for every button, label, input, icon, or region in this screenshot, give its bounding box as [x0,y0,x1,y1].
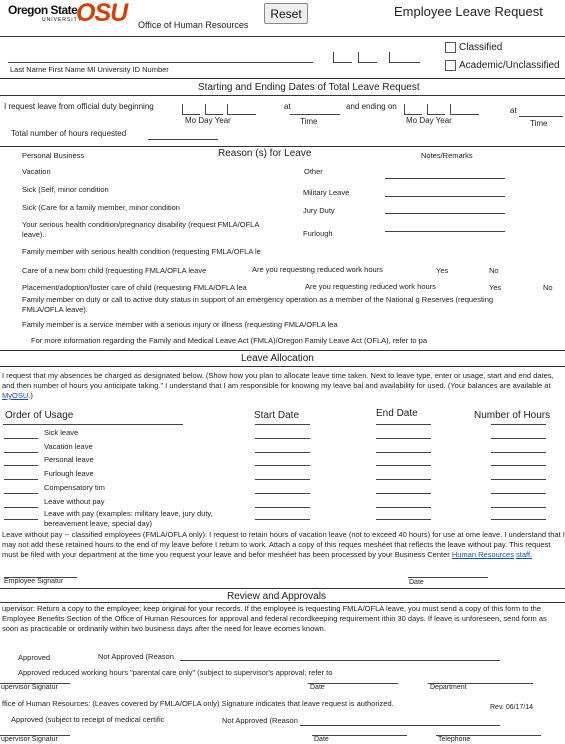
sick-family-label: Sick (Care for a family member, minor condition [22,203,180,212]
supervisor-signature-2-label: upervisor Signatur [1,736,58,743]
alloc-end-field[interactable] [376,493,431,494]
reset-button[interactable]: Reset [264,3,308,24]
lwop-note: Leave without pay -- classified employees (FMLA/OFLA only): I request to retain hours of vacation leave (not to exceed 40 hours) for use at ome leave. I understand that I may not add these retained hours to the end of my leave before I return to work. Attach a copy of this reques meshéet that reflects the leave without pay. This request must be filed with your department at the time you request your leave and befor meshéet has been processed by your Business Center Human Resources staff. [2,530,565,559]
alloc-start-field[interactable] [255,507,310,508]
academic-checkbox[interactable] [445,60,456,71]
name-field[interactable] [8,62,313,63]
newborn-label: Care of a new born child (requesting FMLA/OFLA leave [22,266,207,275]
yes-option-2[interactable]: Yes [489,283,502,292]
approved-reduced-label[interactable]: Approved reduced working hours "parental care only" (subject to supervisor's approval; refer to [18,668,333,677]
office-label: Office of Human Resources [138,20,249,30]
alloc-hours-field[interactable] [491,452,546,453]
serious-self-label: Your serious health condition/pregnancy disability (request FMLA/OFLA leave). [22,220,259,239]
allocation-heading: Leave Allocation [241,353,314,364]
col-end-date: End Date [376,408,418,419]
logo-subtext: UNIVERSITY [42,17,83,23]
form-title: Employee Leave Request [394,4,543,19]
other-label: Other [304,167,323,176]
end-day[interactable] [427,104,445,115]
mdy-label-2: Mo Day Year [406,116,452,125]
alloc-start-field[interactable] [255,465,310,466]
reasons-heading: Reason (s) for Leave [218,148,312,159]
col-number-of-hours: Number of Hours [474,410,551,421]
alloc-hours-field[interactable] [491,465,546,466]
not-approved-2-label[interactable]: Not Approved (Reason [222,716,298,725]
alloc-end-field[interactable] [376,465,431,466]
alloc-order-field[interactable] [4,438,38,439]
notes-line-2[interactable] [385,196,505,197]
alloc-row-label: Leave without pay [44,496,105,506]
id-field-1[interactable] [333,52,352,63]
classified-label: Classified [459,42,503,53]
hr-office-label: ffice of Human Resources: (Leaves covered by FMLA/OFLA only) Signature indicates that leave request is authorized. [2,699,394,708]
with-pay-order[interactable] [4,519,38,520]
active-duty-label: Family member on duty or call to active duty status in support of an emergency operation as a member of the National g Reserves (requesting FMLA/OFLA leave). [22,295,494,314]
end-month[interactable] [404,104,422,115]
alloc-order-field[interactable] [4,465,38,466]
logo-text: Oregon State [8,3,78,17]
reduced-question-1: Are you requesting reduced work hours [252,265,383,274]
notes-heading: Notes/Remarks [421,151,473,160]
begin-time[interactable] [290,114,340,115]
notes-line-1[interactable] [385,178,505,179]
ending-label: and ending on [346,102,397,111]
id-field-3[interactable] [389,52,420,63]
no-option-2[interactable]: No [543,283,553,292]
alloc-hours-field[interactable] [491,493,546,494]
alloc-start-field[interactable] [255,479,310,480]
dates-heading: Starting and Ending Dates of Total Leave Request [198,82,420,93]
alloc-end-field[interactable] [376,479,431,480]
total-hours-label: Total number of hours requested [11,129,127,138]
mdy-label-1: Mo Day Year [185,116,231,125]
hr-staff-link[interactable]: Human Resources [451,550,514,559]
revision-label: Rev. 06/17/14 [490,704,534,711]
family-serious-label: Family member with serious health condition (requesting FMLA/OFLA le [22,247,261,256]
classified-checkbox[interactable] [445,42,456,53]
myosu-link[interactable]: MyOSU [2,391,29,400]
not-approved-reason-field[interactable] [180,660,500,661]
alloc-row-label: Compensatory tim [44,482,105,492]
alloc-order-field[interactable] [4,479,38,480]
alloc-end-field[interactable] [376,438,431,439]
reduced-question-2: Are you requesting reduced work hours [305,282,436,291]
osu-logo [8,3,82,23]
employee-date-label: Date [409,579,424,586]
id-line-label: Last Name First Name MI University ID Number [10,65,169,74]
approved-medical-label[interactable]: Approved (subject to receipt of medical certific [11,715,165,724]
academic-label: Academic/Unclassified [459,60,560,71]
time-label-2: Time [530,119,548,128]
telephone-label: Telephone [438,736,471,743]
alloc-hours-field[interactable] [491,479,546,480]
employee-date-field[interactable] [408,577,488,578]
supervisor-date-label: Date [310,684,325,691]
begin-day[interactable] [205,104,223,115]
employee-signature-label: Employee Signatur [4,578,64,585]
col-start-date: Start Date [254,410,300,421]
sick-self-label: Sick (Self, minor condition [22,185,109,194]
approved-label[interactable]: Approved [18,653,51,662]
alloc-end-field[interactable] [376,507,431,508]
no-option-1[interactable]: No [489,266,499,275]
with-pay-hours[interactable] [491,519,546,520]
alloc-hours-field[interactable] [491,438,546,439]
placement-label: Placement/adoption/foster care of child (requesting FMLA/OFLA lea [22,283,247,292]
alloc-end-field[interactable] [376,452,431,453]
department-label: Department [430,684,467,691]
total-hours-field[interactable] [148,139,218,140]
military-label: Military Leave [303,188,350,197]
supervisor-date-2-label: Date [314,736,329,743]
alloc-row-label: Vacation leave [44,441,93,451]
at-label-1: at [284,102,291,111]
alloc-row-label: Personal leave [44,455,94,465]
supervisor-note: upervisor: Return a copy to the employee; keep original for your records. If the employee is requesting FMLA/OFLA leave, you must send a copy of this form to the Employee Benefits Section of the Office of Human Resources for approval and federal recordkeeping requirement ithin 30 days. If leave is unforeseen, send form as soon as practicable or ordinarily within two business days after the need for leave ecomes known. [2,604,547,633]
alloc-start-field[interactable] [255,438,310,439]
alloc-order-field[interactable] [4,493,38,494]
logo-osu-mark: OSU [76,0,128,27]
alloc-hours-field[interactable] [491,507,546,508]
alloc-order-field[interactable] [4,452,38,453]
allocation-intro: I request that my absences be charged as designated below. (Show how you plan to allocate leave time taken. Next to leave type, enter or usage, start and end dates, and then number of hours you anticipate taking." I understand that I am responsible for knowing my leave bal and availability for used. (Your balances are available at MyOSU.) [2,371,554,400]
review-heading: Review and Approvals [227,591,326,602]
end-time[interactable] [519,116,563,117]
not-approved-label[interactable]: Not Approved (Reason [98,652,174,661]
not-approved-2-reason-field[interactable] [300,725,500,726]
col-order-of-usage: Order of Usage [5,410,74,421]
notes-line-4[interactable] [385,231,505,232]
begin-month[interactable] [182,104,200,115]
begin-year[interactable] [227,104,256,115]
service-member-label: Family member is a service member with a serious injury or illness (requesting FMLA/OFLA lea [22,320,338,329]
begin-label: I request leave from official duty beginning [4,102,154,111]
alloc-start-field[interactable] [255,452,310,453]
end-year[interactable] [450,104,479,115]
time-label-1: Time [300,117,318,126]
supervisor-signature-label: upervisor Signatur [1,684,58,691]
alloc-order-field[interactable] [4,507,38,508]
at-label-2: at [510,106,517,115]
alloc-row-label: Furlough leave [44,469,94,479]
jury-duty-label: Jury Duty [303,206,335,215]
personal-business-label: Personal Business [22,151,85,160]
with-pay-start[interactable] [255,519,310,520]
with-pay-label: Leave with pay (examples: military leave, jury duty, bereavement leave, special day) [44,509,213,528]
id-field-2[interactable] [358,52,377,63]
vacation-label: Vacation [22,167,51,176]
alloc-start-field[interactable] [255,493,310,494]
notes-line-3[interactable] [385,213,505,214]
with-pay-end[interactable] [376,519,431,520]
furlough-label: Furlough [303,229,333,238]
alloc-row-label: Sick leave [44,428,79,437]
yes-option-1[interactable]: Yes [436,266,449,275]
more-info-label: For more information regarding the Family and Medical Leave Act (FMLA)/Oregon Family Leave Act (OFLA), refer to pa [31,336,427,345]
